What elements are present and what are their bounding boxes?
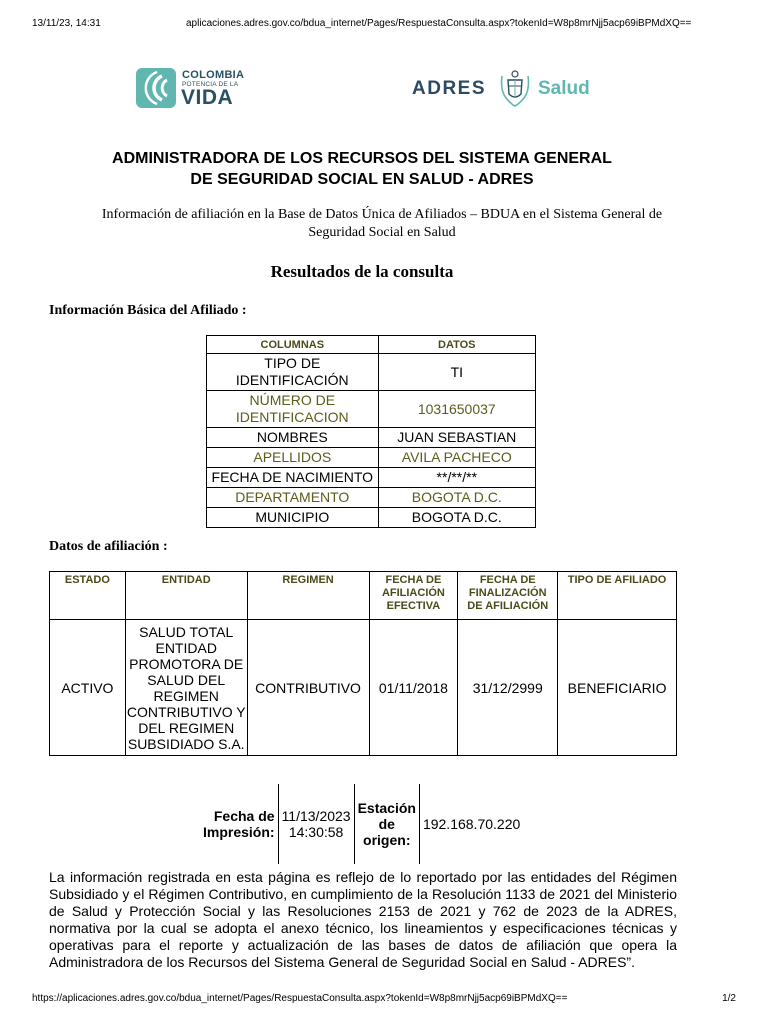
field-label: NOMBRES xyxy=(207,428,379,448)
field-label: DEPARTAMENTO xyxy=(207,488,379,508)
salud-logo-text: Salud xyxy=(538,78,590,99)
field-value: 1031650037 xyxy=(378,391,535,428)
adres-logo-text: ADRES xyxy=(412,78,487,99)
table-header-row xyxy=(207,336,536,354)
station-value: 192.168.70.220 xyxy=(419,784,529,864)
regimen-cell: CONTRIBUTIVO xyxy=(247,620,369,756)
field-label: NÚMERO DE IDENTIFICACION xyxy=(207,391,379,428)
colombia-logo xyxy=(136,66,246,110)
entidad-cell: SALUD TOTAL ENTIDAD PROMOTORA DE SALUD DEL REGIMEN CONTRIBUTIVO Y DEL REGIMEN SUBSIDIADO S.A. xyxy=(125,620,247,756)
page-title-line-2: DE SEGURIDAD SOCIAL EN SALUD - ADRES xyxy=(190,171,534,188)
print-info-table xyxy=(200,784,529,864)
page-subtitle-line-1: Información de afiliación en la Base de Datos Única de Afiliados – BDUA en el Sistema General de xyxy=(101,207,663,222)
print-date-label: Fecha de Impresión: xyxy=(203,808,275,840)
column-header: DATOS xyxy=(378,336,535,354)
fecha-finalizacion-cell: 31/12/2999 xyxy=(458,620,558,756)
print-footer-url: https://aplicaciones.adres.gov.co/bdua_internet/Pages/RespuestaConsulta.aspx?tokenId=W8p8mrNjj5acp69iBPMdXQ== xyxy=(32,993,568,1004)
estado-cell: ACTIVO xyxy=(50,620,126,756)
table-row xyxy=(50,620,677,756)
table-row xyxy=(207,468,536,488)
table-header-row xyxy=(50,572,677,620)
field-value: AVILA PACHECO xyxy=(378,448,535,468)
table-row xyxy=(207,428,536,448)
basic-info-label: Información Básica del Afiliado : xyxy=(49,303,247,318)
field-label: TIPO DE IDENTIFICACIÓN xyxy=(207,354,379,391)
column-header: ENTIDAD xyxy=(125,572,247,620)
colombia-logo-text: COLOMBIA xyxy=(182,69,245,81)
colombia-logo-vida: VIDA xyxy=(181,86,234,109)
logo-row xyxy=(0,66,768,114)
colombia-waves-icon xyxy=(136,68,176,108)
print-footer xyxy=(32,993,736,1007)
adres-salud-logo xyxy=(412,68,602,112)
column-header: FECHA DE AFILIACIÓN EFECTIVA xyxy=(369,572,458,620)
print-header xyxy=(32,18,736,32)
print-date-value: 11/13/2023 14:30:58 xyxy=(278,784,354,864)
field-value: **/**/** xyxy=(378,468,535,488)
page-title xyxy=(40,148,684,190)
table-row xyxy=(207,508,536,528)
field-value: BOGOTA D.C. xyxy=(378,488,535,508)
table-row xyxy=(207,488,536,508)
table-row xyxy=(207,354,536,391)
table-row xyxy=(207,448,536,468)
table-row xyxy=(207,391,536,428)
fecha-afiliacion-cell: 01/11/2018 xyxy=(369,620,458,756)
column-header: REGIMEN xyxy=(247,572,369,620)
affiliation-label: Datos de afiliación : xyxy=(49,539,168,554)
tipo-afiliado-cell: BENEFICIARIO xyxy=(558,620,677,756)
coat-of-arms-icon xyxy=(496,68,534,110)
field-value: BOGOTA D.C. xyxy=(378,508,535,528)
print-info-row xyxy=(200,784,529,864)
field-value: JUAN SEBASTIAN xyxy=(378,428,535,448)
station-label: Estación de origen: xyxy=(354,784,419,864)
column-header: FECHA DE FINALIZACIÓN DE AFILIACIÓN xyxy=(458,572,558,620)
colombia-logo-subtext: POTENCIA DE LA xyxy=(182,81,239,88)
basic-info-table xyxy=(206,335,536,528)
field-value: TI xyxy=(378,354,535,391)
page-subtitle-line-2: Seguridad Social en Salud xyxy=(308,225,456,240)
field-label: FECHA DE NACIMIENTO xyxy=(207,468,379,488)
field-label: APELLIDOS xyxy=(207,448,379,468)
column-header: COLUMNAS xyxy=(207,336,379,354)
affiliation-table xyxy=(49,571,677,756)
print-url: aplicaciones.adres.gov.co/bdua_internet/Pages/RespuestaConsulta.aspx?tokenId=W8p8mrNjj5acp69iBPMdXQ== xyxy=(186,18,692,29)
column-header: ESTADO xyxy=(50,572,126,620)
page-number: 1/2 xyxy=(722,993,736,1004)
results-title: Resultados de la consulta xyxy=(270,262,454,281)
field-label: MUNICIPIO xyxy=(207,508,379,528)
page-title-line-1: ADMINISTRADORA DE LOS RECURSOS DEL SISTEMA GENERAL xyxy=(112,150,612,167)
column-header: TIPO DE AFILIADO xyxy=(558,572,677,620)
page-subtitle xyxy=(40,206,724,242)
disclaimer-text: La información registrada en esta página es reflejo de lo reportado por las entidades del Régimen Subsidiado y el Régimen Contributivo, en cumplimiento de la Resolución 1133 de 2021 del Ministerio de Salud y Protección Social y las Resoluciones 2153 de 2021 y 762 de 2023 de la ADRES, normativa por la cual se adopta el anexo técnico, los lineamientos y especificaciones técnicas y operativas para el reporte y actualización de las bases de datos de afiliación que opera la Administradora de los Recursos del Sistema General de Seguridad Social en Salud - ADRES”. xyxy=(49,869,677,970)
print-datetime: 13/11/23, 14:31 xyxy=(32,18,101,29)
